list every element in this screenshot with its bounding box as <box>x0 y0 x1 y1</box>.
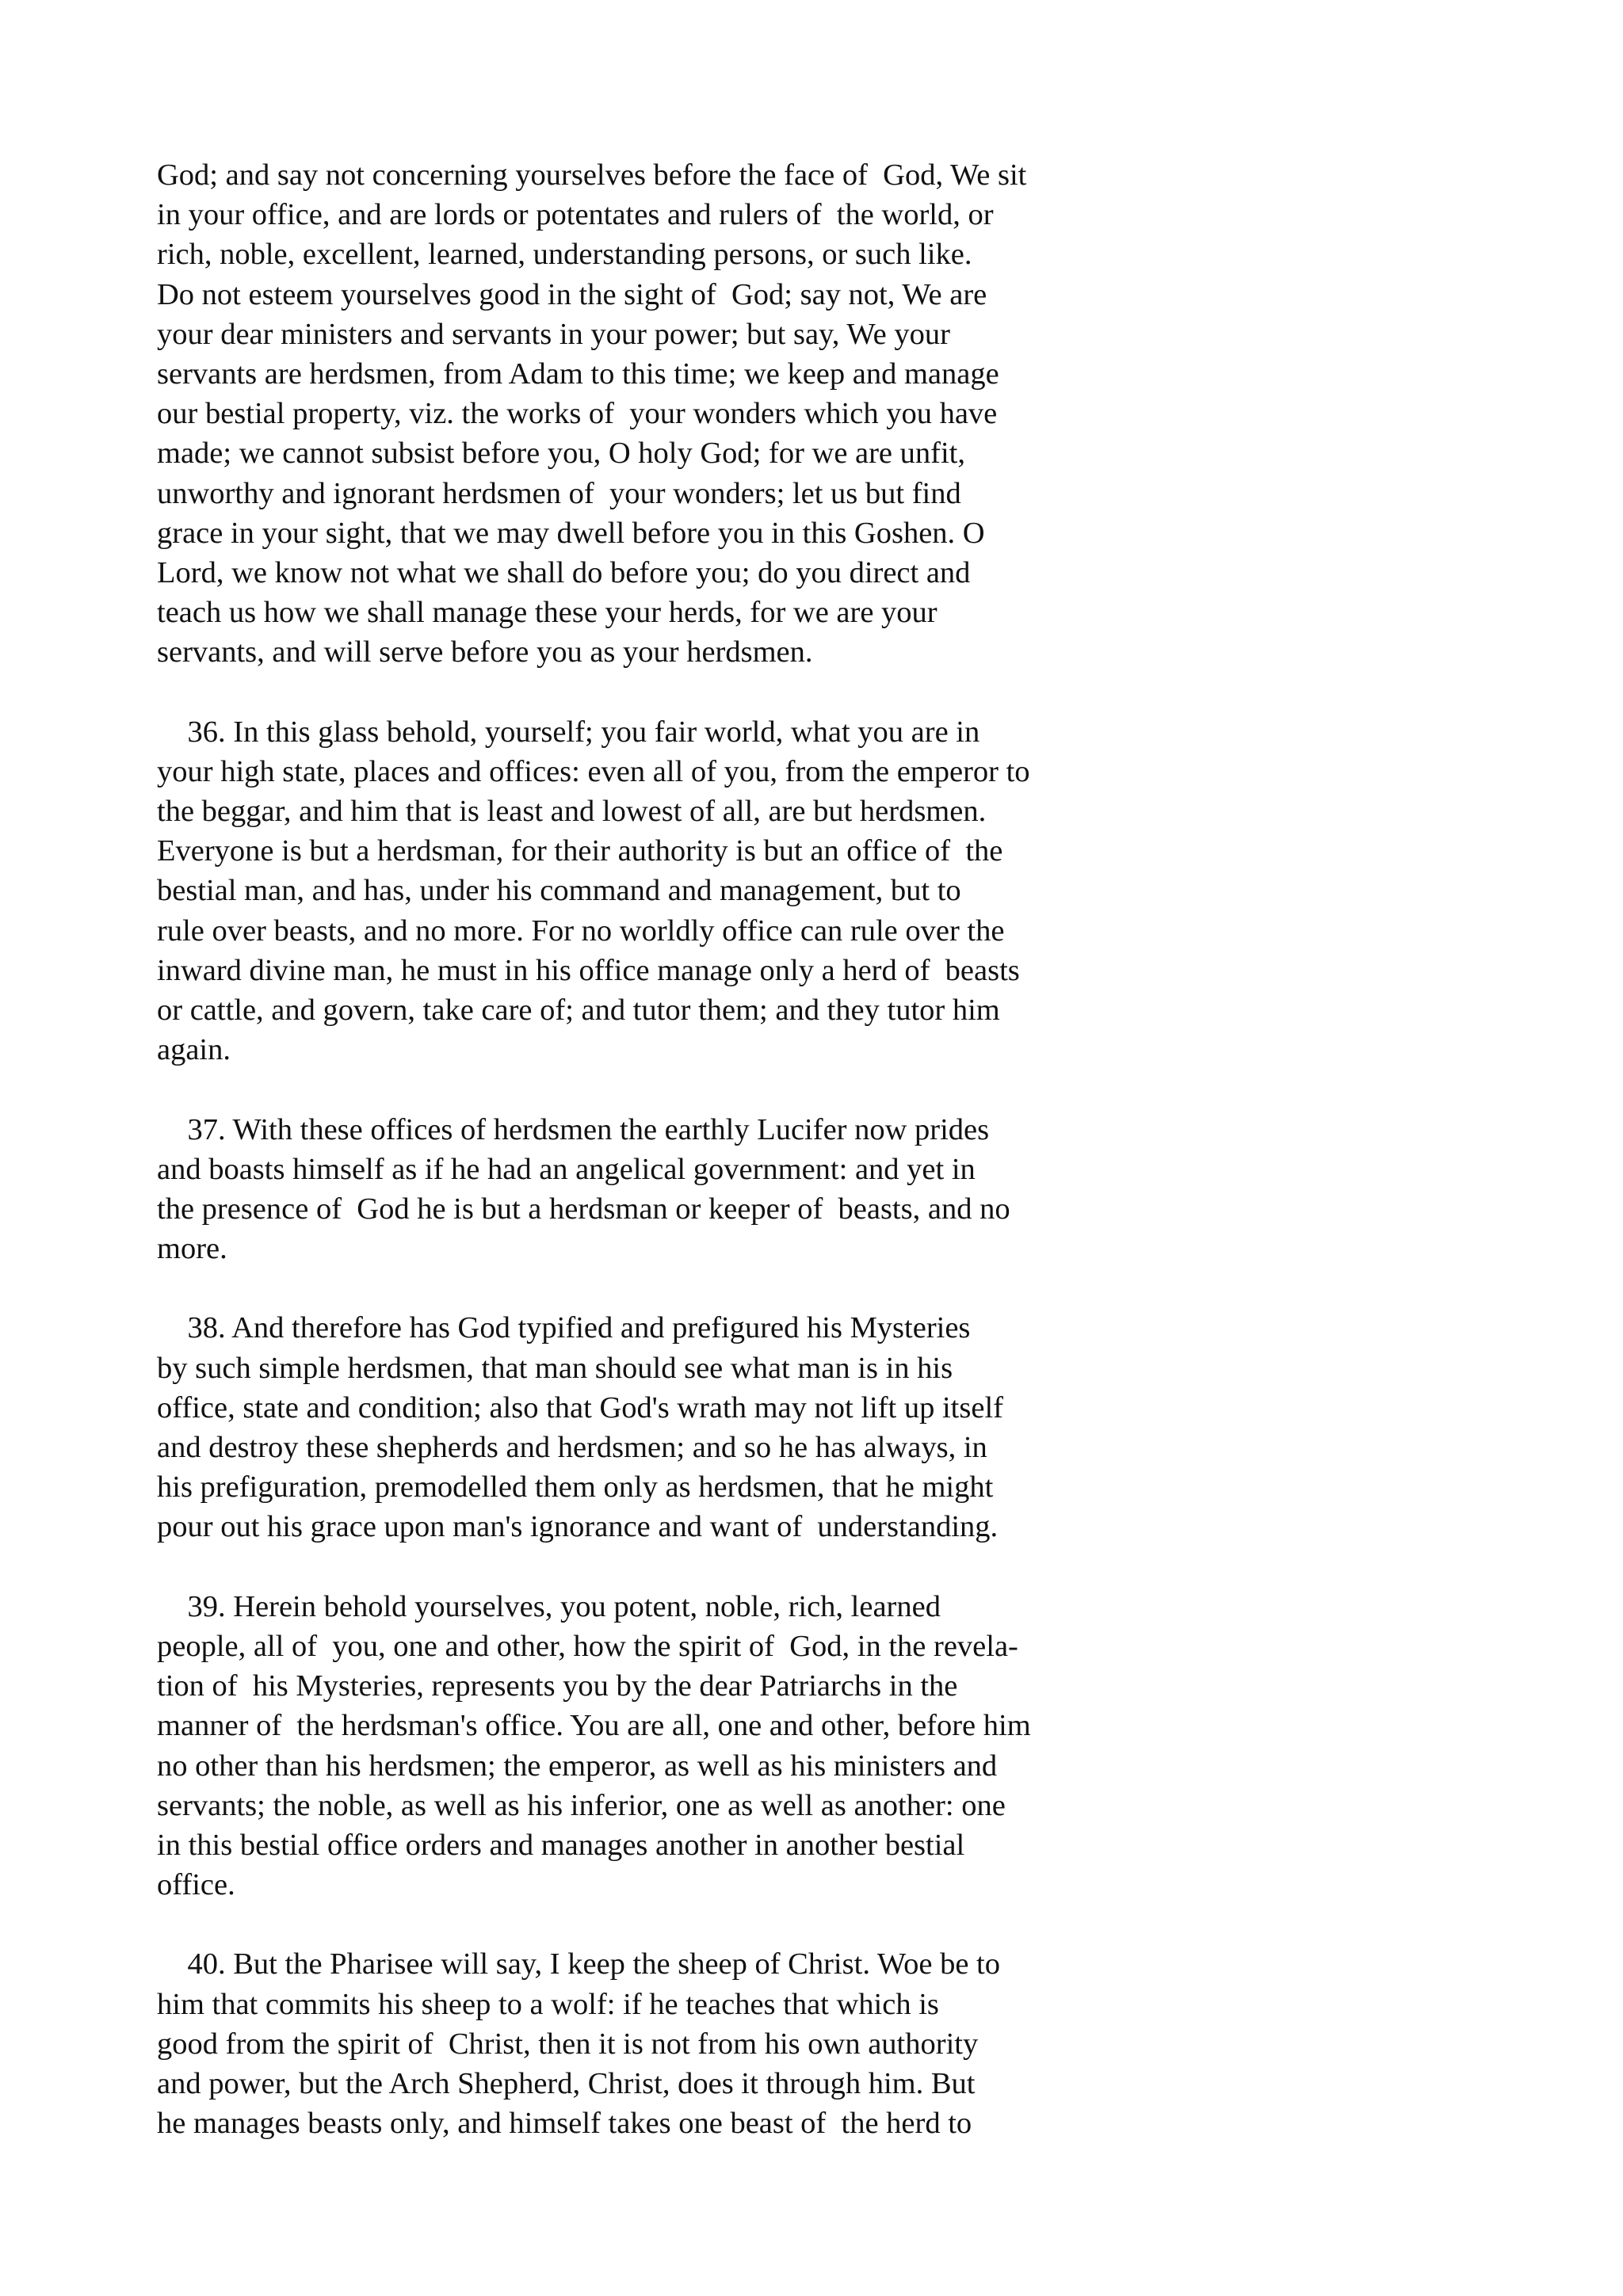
text-line: our bestial property, viz. the works of your wonders which you have <box>157 397 998 431</box>
text-line: servants, and will serve before you as your herdsmen. <box>157 635 813 669</box>
text-line: Everyone is but a herdsman, for their authority is but an office of the <box>157 834 1003 868</box>
text-line: again. <box>157 1033 231 1067</box>
text-line: made; we cannot subsist before you, O holy God; for we are unfit, <box>157 437 965 471</box>
text-line: and destroy these shepherds and herdsmen; and so he has always, in <box>157 1431 987 1464</box>
text-line: teach us how we shall manage these your herds, for we are your <box>157 596 938 630</box>
text-line: in your office, and are lords or potentates and rulers of the world, or <box>157 198 994 232</box>
text-line: Lord, we know not what we shall do before you; do you direct and <box>157 555 971 589</box>
paragraph-38 <box>157 1308 1124 1547</box>
text-line: office. <box>157 1868 235 1902</box>
text-line: inward divine man, he must in his office manage only a herd of beasts <box>157 953 1020 987</box>
text-line: and boasts himself as if he had an angelical government: and yet in <box>157 1152 976 1186</box>
paragraph-continuation <box>157 155 1124 672</box>
text-line: good from the spirit of Christ, then it is not from his own authority <box>157 2027 979 2061</box>
paragraph-gap <box>157 672 1124 711</box>
text-line: your dear ministers and servants in your power; but say, We your <box>157 317 950 351</box>
paragraph-39 <box>157 1587 1124 1905</box>
text-line: Do not esteem yourselves good in the sight of God; say not, We are <box>157 277 987 311</box>
paragraph-37 <box>157 1110 1124 1269</box>
text-line: pour out his grace upon man's ignorance and want of understanding. <box>157 1510 999 1544</box>
text-line: unworthy and ignorant herdsmen of your wonders; let us but find <box>157 476 961 510</box>
paragraph-40 <box>157 1944 1124 2143</box>
text-line: more. <box>157 1232 227 1266</box>
text-line: servants; the noble, as well as his inferior, one as well as another: one <box>157 1788 1006 1822</box>
text-line: the beggar, and him that is least and lowest of all, are but herdsmen. <box>157 795 987 828</box>
paragraph-gap <box>157 1905 1124 1944</box>
text-line: God; and say not concerning yourselves before the face of God, We sit <box>157 158 1027 192</box>
text-line: no other than his herdsmen; the emperor, as well as his ministers and <box>157 1749 998 1783</box>
text-line: and power, but the Arch Shepherd, Christ, does it through him. But <box>157 2067 976 2100</box>
text-line: 36. In this glass behold, yourself; you fair world, what you are in <box>157 715 980 749</box>
text-line: his prefiguration, premodelled them only as herdsmen, that he might <box>157 1470 994 1505</box>
text-line: the presence of God he is but a herdsman or keeper of beasts, and no <box>157 1192 1010 1226</box>
paragraph-gap <box>157 1268 1124 1308</box>
text-line: 38. And therefore has God typified and prefigured his Mysteries <box>157 1311 971 1345</box>
paragraph-gap <box>157 1070 1124 1109</box>
text-line: office, state and condition; also that God's wrath may not lift up itself <box>157 1390 1003 1425</box>
text-line: your high state, places and offices: even all of you, from the emperor to <box>157 754 1030 788</box>
text-line: rule over beasts, and no more. For no worldly office can rule over the <box>157 913 1005 948</box>
text-line: tion of his Mysteries, represents you by the dear Patriarchs in the <box>157 1669 958 1703</box>
text-line: people, all of you, one and other, how the spirit of God, in the revela- <box>157 1629 1018 1663</box>
text-line: rich, noble, excellent, learned, understanding persons, or such like. <box>157 238 972 272</box>
text-line: 39. Herein behold yourselves, you potent, noble, rich, learned <box>157 1589 941 1623</box>
paragraph-gap <box>157 1547 1124 1587</box>
text-line: grace in your sight, that we may dwell before you in this Goshen. O <box>157 516 985 550</box>
text-line: 40. But the Pharisee will say, I keep the sheep of Christ. Woe be to <box>157 1947 1000 1981</box>
text-line: or cattle, and govern, take care of; and tutor them; and they tutor him <box>157 993 1000 1027</box>
text-line: bestial man, and has, under his command and management, but to <box>157 874 961 908</box>
document-page <box>157 155 1124 2143</box>
text-line: by such simple herdsmen, that man should see what man is in his <box>157 1351 953 1385</box>
text-line: in this bestial office orders and manages another in another bestial <box>157 1828 965 1862</box>
text-line: him that commits his sheep to a wolf: if he teaches that which is <box>157 1987 939 2021</box>
text-line: 37. With these offices of herdsmen the earthly Lucifer now prides <box>157 1112 990 1146</box>
text-line: he manages beasts only, and himself takes one beast of the herd to <box>157 2107 972 2141</box>
text-line: manner of the herdsman's office. You are all, one and other, before him <box>157 1709 1031 1743</box>
paragraph-36 <box>157 712 1124 1070</box>
text-line: servants are herdsmen, from Adam to this time; we keep and manage <box>157 357 999 391</box>
